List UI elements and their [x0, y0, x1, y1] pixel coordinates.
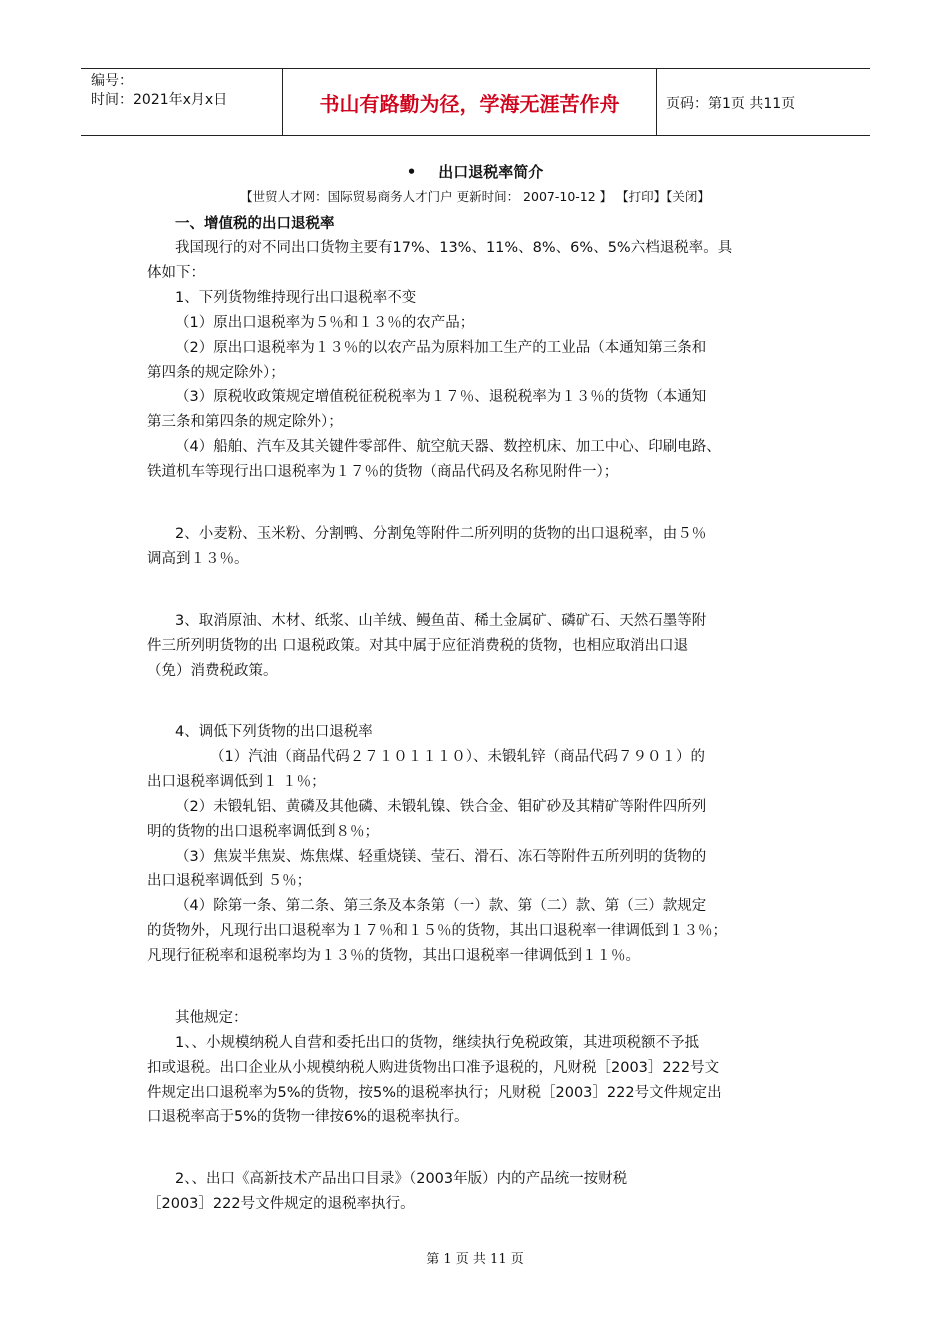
paragraph-line: ［2003］222号文件规定的退税率执行。 [147, 1196, 415, 1212]
section-heading: 一、增值税的出口退税率 [175, 216, 335, 232]
header-time-label: 时间：2021年x月x日 [91, 92, 228, 108]
paragraph-line: 出口退税率调低到 ５％； [147, 873, 312, 889]
paragraph-line: 明的货物的出口退税率调低到８％； [147, 824, 379, 840]
paragraph-line: （1）原出口退税率为５％和１３％的农产品； [175, 315, 475, 331]
paragraph-line: 扣或退税。出口企业从小规模纳税人购进货物出口准予退税的，凡财税［2003］222号文 [147, 1060, 720, 1076]
paragraph-line: （1）汽油（商品代码２７１０１１１０）、未锻轧锌（商品代码７９０１）的 [210, 749, 705, 765]
paragraph-line: 的货物外，凡现行出口退税率为１７％和１５％的货物，其出口退税率一律调低到１３％； [147, 923, 727, 939]
header-motto: 书山有路勤为径，学海无涯苦作舟 [282, 69, 657, 135]
paragraph-line: （2）原出口退税率为１３％的以农产品为原料加工生产的工业品（本通知第三条和 [175, 340, 707, 356]
article-source-line: 【世贸人才网：国际贸易商务人才门户 更新时间： 2007-10-12 】 【打印】【关闭】 [240, 189, 710, 204]
paragraph-line: 调高到１３％。 [147, 551, 249, 567]
paragraph-line: （4）船舶、汽车及其关键件零部件、航空航天器、数控机床、加工中心、印刷电路、 [175, 439, 721, 455]
article-title: 出口退税率简介 [438, 163, 544, 181]
paragraph-line: （3）原税收政策规定增值税征税税率为１７％、退税税率为１３％的货物（本通知 [175, 389, 707, 405]
paragraph-line: 其他规定： [175, 1010, 248, 1026]
paragraph-line: 第三条和第四条的规定除外）； [147, 414, 343, 430]
paragraph-line: 件规定出口退税率为5%的货物，按5%的退税率执行；凡财税［2003］222号文件规定出 [147, 1085, 722, 1101]
paragraph-line: 凡现行征税率和退税率均为１３％的货物，其出口退税率一律调低到１１％。 [147, 948, 640, 964]
paragraph-line: （免）消费税政策。 [147, 663, 278, 679]
paragraph-line: 铁道机车等现行出口退税率为１７％的货物（商品代码及名称见附件一）； [147, 464, 619, 480]
paragraph-line: 2、、出口《高新技术产品出口目录》（2003年版）内的产品统一按财税 [175, 1171, 628, 1187]
paragraph-line: 出口退税率调低到１ １％； [147, 774, 326, 790]
paragraph-line: （3）焦炭半焦炭、炼焦煤、轻重烧镁、莹石、滑石、冻石等附件五所列明的货物的 [175, 849, 707, 865]
header-meta [91, 72, 227, 110]
title-bullet: • [406, 163, 417, 181]
paragraph-line: 2、小麦粉、玉米粉、分割鸭、分割兔等附件二所列明的货物的出口退税率，由５％ [175, 526, 707, 542]
article-title-row [0, 161, 950, 182]
paragraph-line: （4）除第一条、第二条、第三条及本条第（一）款、第（二）款、第（三）款规定 [175, 898, 707, 914]
paragraph-line: 我国现行的对不同出口货物主要有17%、13%、11%、8%、6%、5%六档退税率。具 [175, 240, 733, 256]
header-page-info: 页码：第1页 共11页 [666, 96, 796, 112]
paragraph-line: 4、调低下列货物的出口退税率 [175, 724, 373, 740]
document-header [81, 68, 870, 136]
paragraph-line: 1、、小规模纳税人自营和委托出口的货物，继续执行免税政策，其进项税额不予抵 [175, 1035, 699, 1051]
paragraph-line: （2）未锻轧铝、黄磷及其他磷、未锻轧镍、铁合金、钼矿砂及其精矿等附件四所列 [175, 799, 707, 815]
page-footer: 第 1 页 共 11 页 [426, 1252, 524, 1267]
paragraph-line: 件三所列明货物的出 口退税政策。对其中属于应征消费税的货物，也相应取消出口退 [147, 638, 689, 654]
paragraph-line: 1、下列货物维持现行出口退税率不变 [175, 290, 417, 306]
paragraph-line: 口退税率高于5%的货物一律按6%的退税率执行。 [147, 1109, 469, 1125]
paragraph-line: 3、取消原油、木材、纸浆、山羊绒、鳗鱼苗、稀土金属矿、磷矿石、天然石墨等附 [175, 613, 707, 629]
header-number-label: 编号： [91, 73, 133, 89]
paragraph-line: 第四条的规定除外）； [147, 365, 285, 381]
paragraph-line: 体如下： [147, 265, 205, 281]
